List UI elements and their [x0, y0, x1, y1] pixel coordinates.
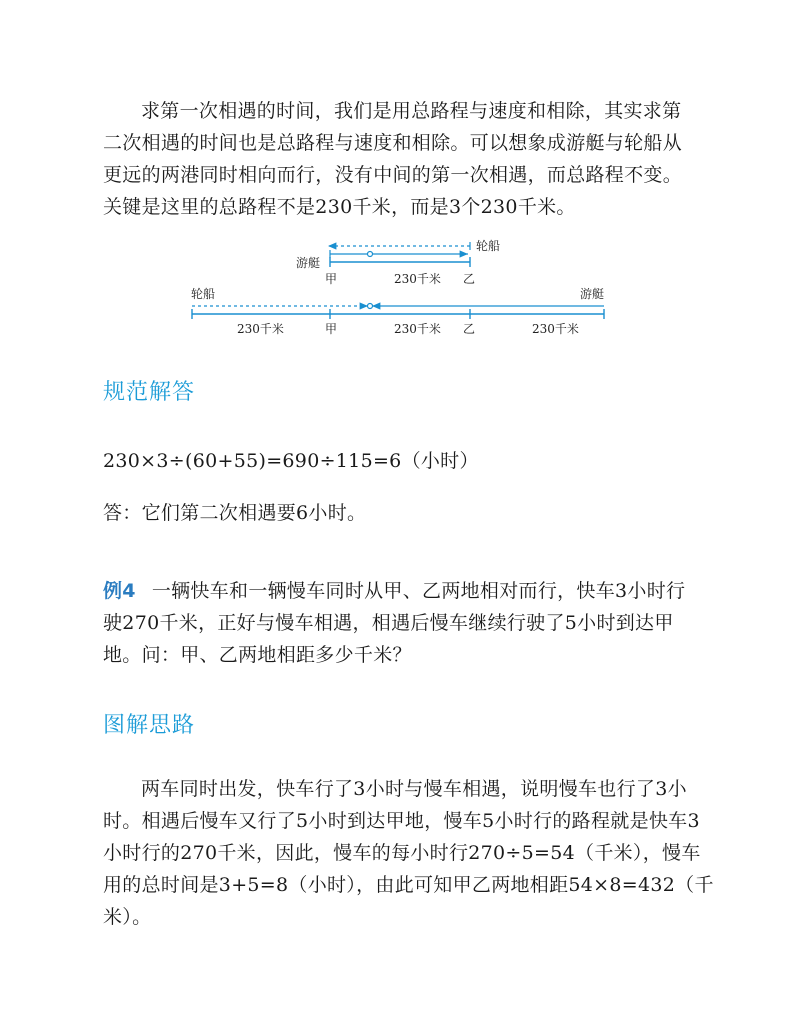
intro-line: 更远的两港同时相向而行，没有中间的第一次相遇，而总路程不变。 [103, 164, 683, 186]
solution-equation: 230×3÷(60+55)=690÷115=6（小时） [103, 450, 479, 472]
solution-answer: 答：它们第二次相遇要6小时。 [103, 502, 367, 524]
bottom-seg-right: 230千米 [532, 322, 579, 336]
top-yacht-label: 游艇 [296, 256, 321, 270]
thinking-paragraph [103, 773, 714, 933]
bottom-ship-label: 轮船 [191, 287, 216, 301]
top-point-b: 乙 [463, 272, 476, 286]
thinking-line: 时。相遇后慢车又行了5小时到达甲地，慢车5小时行的路程就是快车3 [103, 810, 700, 832]
solution-heading: 规范解答 [103, 380, 196, 405]
bottom-seg-mid: 230千米 [394, 322, 441, 336]
example4-tag: 例4 [103, 580, 136, 602]
example4-line: 地。问：甲、乙两地相距多少千米？ [103, 644, 412, 666]
top-point-a: 甲 [325, 272, 338, 286]
bottom-yacht-label: 游艇 [580, 287, 605, 301]
bottom-diagram [191, 286, 604, 336]
meeting-diagram [0, 230, 800, 345]
bottom-seg-left: 230千米 [237, 322, 284, 336]
intro-line: 二次相遇的时间也是总路程与速度和相除。可以想象成游艇与轮船从 [103, 132, 683, 154]
intro-line: 求第一次相遇的时间，我们是用总路程与速度和相除，其实求第 [141, 100, 682, 122]
intro-line: 关键是这里的总路程不是230千米，而是3个230千米。 [103, 196, 576, 218]
intro-paragraph [103, 95, 703, 223]
thinking-line: 两车同时出发，快车行了3小时与慢车相遇，说明慢车也行了3小 [141, 778, 687, 800]
example4-line: 驶270千米，正好与慢车相遇，相遇后慢车继续行驶了5小时到达甲 [103, 612, 674, 634]
top-distance: 230千米 [394, 272, 441, 286]
bottom-meet-point [368, 304, 373, 309]
bottom-point-a: 甲 [325, 322, 338, 336]
top-ship-label: 轮船 [476, 239, 501, 253]
example4-paragraph [103, 575, 703, 671]
thinking-line: 米）。 [103, 906, 152, 928]
thinking-heading: 图解思路 [103, 713, 196, 738]
bottom-point-b: 乙 [463, 322, 476, 336]
thinking-line: 小时行的270千米，因此，慢车的每小时行270÷5=54（千米），慢车 [103, 842, 701, 864]
thinking-line: 用的总时间是3+5=8（小时），由此可知甲乙两地相距54×8=432（千 [103, 874, 714, 896]
example4-line: 一辆快车和一辆慢车同时从甲、乙两地相对而行，快车3小时行 [151, 580, 686, 602]
top-diagram [296, 238, 500, 286]
top-meet-point [368, 252, 373, 257]
